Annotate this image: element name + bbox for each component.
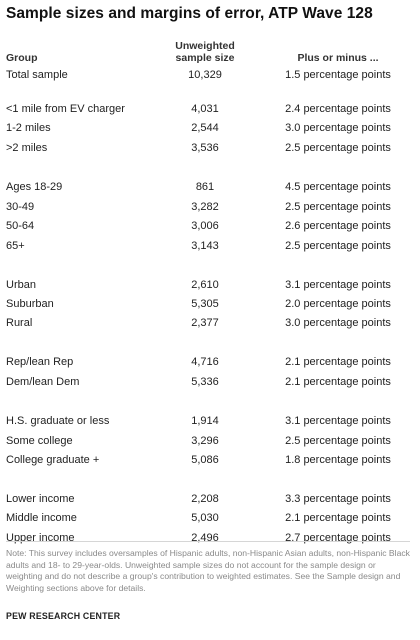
row-group-label: Rep/lean Rep: [6, 356, 74, 368]
row-group-label: Some college: [6, 434, 73, 447]
row-margin-of-error: 2.5 percentage points: [285, 434, 391, 447]
row-margin-of-error: 2.4 percentage points: [285, 102, 391, 115]
table-row: [6, 296, 414, 312]
row-group-label: Total sample: [6, 69, 68, 81]
row-group-label: Suburban: [6, 297, 54, 310]
row-margin-of-error: 2.1 percentage points: [285, 512, 391, 524]
table-row: [6, 140, 414, 156]
row-sample-size: 4,716: [191, 356, 219, 368]
row-sample-size: 2,496: [191, 531, 219, 544]
row-group-label: 50-64: [6, 220, 35, 232]
row-margin-of-error: 3.1 percentage points: [285, 278, 391, 291]
row-margin-of-error: 3.0 percentage points: [285, 317, 391, 329]
note-divider: [6, 541, 410, 542]
row-sample-size: 3,296: [191, 434, 219, 447]
table-row: [6, 238, 414, 254]
table-row: [6, 120, 414, 136]
row-margin-of-error: 4.5 percentage points: [285, 181, 391, 193]
table-row: [6, 218, 414, 234]
row-sample-size: 3,143: [191, 239, 219, 252]
row-margin-of-error: 2.1 percentage points: [285, 356, 391, 368]
table-row: [6, 433, 414, 449]
table-row: [6, 277, 414, 293]
row-sample-size: 5,030: [191, 512, 219, 524]
row-sample-size: 3,006: [191, 220, 219, 232]
column-header-group: Group: [6, 52, 38, 64]
row-group-label: Rural: [6, 317, 33, 329]
row-group-label: Ages 18-29: [6, 181, 63, 193]
table-row: [6, 315, 414, 331]
row-group-label: H.S. graduate or less: [6, 414, 110, 427]
table-row: [6, 101, 414, 117]
row-sample-size: 5,086: [191, 453, 219, 466]
table-row: [6, 199, 414, 215]
row-sample-size: 10,329: [188, 69, 222, 81]
row-group-label: Upper income: [6, 531, 75, 544]
row-sample-size: 3,536: [191, 141, 219, 154]
table-row: [6, 179, 414, 195]
table-row: [6, 413, 414, 429]
row-group-label: 1-2 miles: [6, 122, 51, 134]
row-group-label: <1 mile from EV charger: [6, 102, 125, 115]
row-margin-of-error: 3.3 percentage points: [285, 492, 391, 505]
column-header-sample-size: [155, 40, 255, 64]
row-group-label: Urban: [6, 278, 36, 291]
row-sample-size: 1,914: [191, 414, 219, 427]
row-group-label: College graduate +: [6, 453, 100, 466]
row-sample-size: 5,305: [191, 297, 219, 310]
row-margin-of-error: 2.7 percentage points: [285, 531, 391, 544]
column-header-sample-size-line2: sample size: [175, 52, 235, 64]
row-group-label: 65+: [6, 239, 25, 252]
source-credit: PEW RESEARCH CENTER: [6, 611, 121, 621]
row-margin-of-error: 2.1 percentage points: [285, 375, 391, 388]
row-margin-of-error: 1.8 percentage points: [285, 453, 391, 466]
page-title: Sample sizes and margins of error, ATP Wave 128: [6, 5, 373, 22]
row-group-label: Middle income: [6, 512, 77, 524]
row-group-label: Dem/lean Dem: [6, 375, 80, 388]
table-row: [6, 374, 414, 390]
row-sample-size: 4,031: [191, 102, 219, 115]
column-header-margin-of-error: Plus or minus ...: [297, 52, 379, 64]
row-margin-of-error: 2.5 percentage points: [285, 141, 391, 154]
row-sample-size: 5,336: [191, 375, 219, 388]
row-group-label: 30-49: [6, 201, 35, 213]
row-margin-of-error: 2.5 percentage points: [285, 239, 391, 252]
row-sample-size: 2,208: [191, 492, 219, 505]
row-sample-size: 2,377: [191, 317, 219, 329]
row-margin-of-error: 2.5 percentage points: [285, 201, 391, 213]
column-header-sample-size-line1: Unweighted: [175, 40, 235, 52]
row-group-label: Lower income: [6, 492, 75, 505]
row-group-label: >2 miles: [6, 141, 48, 154]
row-margin-of-error: 2.6 percentage points: [285, 220, 391, 232]
row-margin-of-error: 2.0 percentage points: [285, 297, 391, 310]
table-row: [6, 354, 414, 370]
table-row: [6, 530, 414, 546]
row-margin-of-error: 1.5 percentage points: [285, 69, 391, 81]
row-margin-of-error: 3.0 percentage points: [285, 122, 391, 134]
row-sample-size: 2,544: [191, 122, 219, 134]
table-row: [6, 67, 414, 83]
row-margin-of-error: 3.1 percentage points: [285, 414, 391, 427]
table-row: [6, 510, 414, 526]
row-sample-size: 2,610: [191, 278, 219, 291]
table-row: [6, 452, 414, 468]
table-note: Note: This survey includes oversamples of Hispanic adults, non-Hispanic Asian adults, non-Hispanic Black adults and 18- to 29-year-olds. Unweighted sample sizes do not account for the sample design or weighting and do not describe a group's contribution to weighted estimates. See the Sample design and Weighting sections above for details.: [6, 548, 410, 593]
row-sample-size: 3,282: [191, 201, 219, 213]
table-row: [6, 491, 414, 507]
row-sample-size: 861: [195, 181, 215, 193]
